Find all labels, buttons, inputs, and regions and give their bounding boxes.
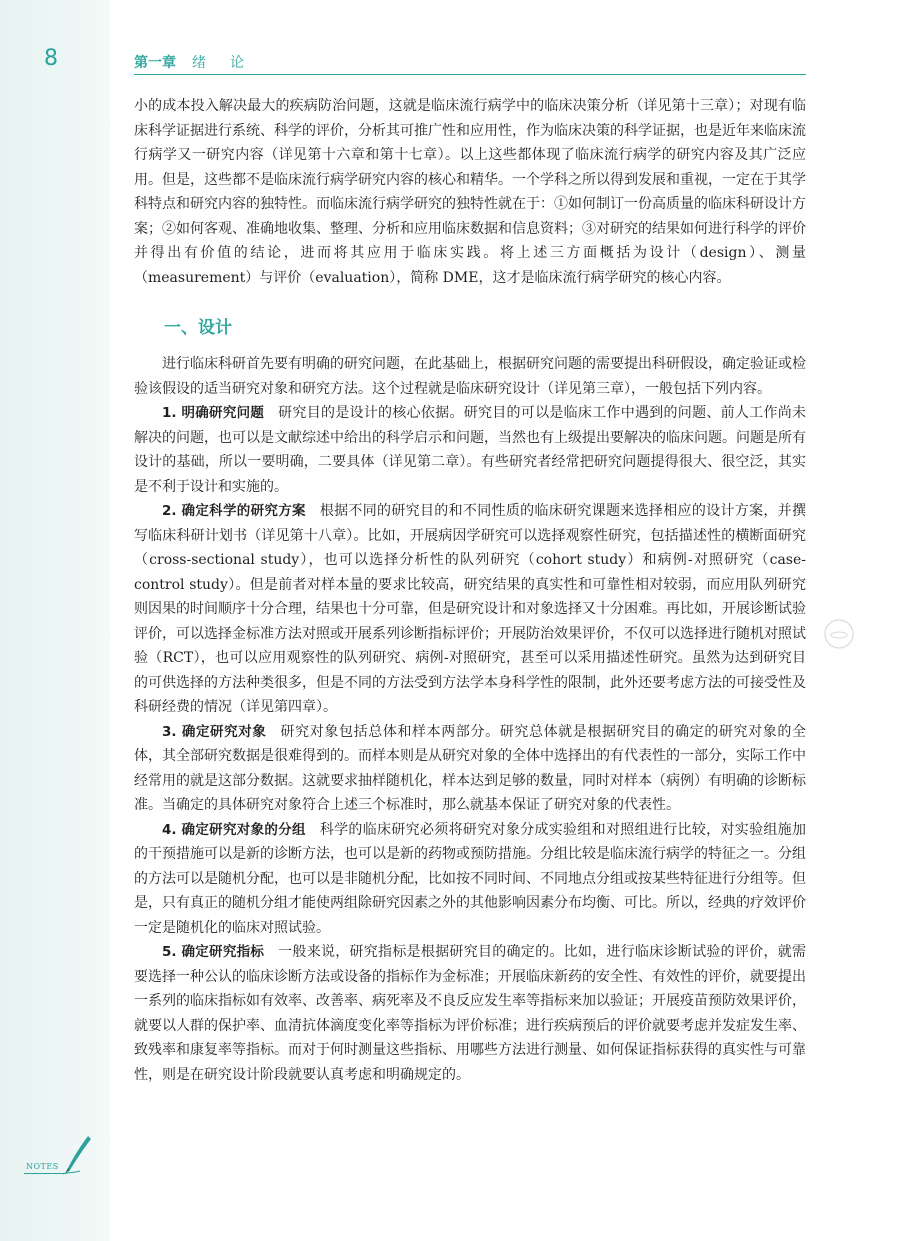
body-text [134, 94, 806, 1087]
item-body: 研究对象包括总体和样本两部分。研究总体就是根据研究目的确定的研究对象的全体，其全部研究数据是很难得到的。而样本则是从研究对象的全体中选择出的有代表性的一部分，实际工作中经常用的就是这部分数据。这就要求抽样随机化，样本达到足够的数量，同时对样本（病例）有明确的诊断标准。当确定的具体研究对象符合上述三个标准时，那么就基本保证了研究对象的代表性。 [134, 723, 807, 813]
list-item-research-plan [134, 499, 806, 720]
pen-icon [60, 1134, 94, 1176]
notes-marker [20, 1128, 100, 1178]
paragraph-continued: 小的成本投入解决最大的疾病防治问题，这就是临床流行病学中的临床决策分析（详见第十三章）；对现有临床科学证据进行系统、科学的评价，分析其可推广性和应用性，作为临床决策的科学证据，也是近年来临床流行病学又一研究内容（详见第十六章和第十七章）。以上这些都体现了临床流行病学的研究内容及其广泛应用。但是，这些都不是临床流行病学研究内容的核心和精华。一个学科之所以得到发展和重视，一定在于其学科特点和研究内容的独特性。而临床流行病学研究的独特性就在于：①如何制订一份高质量的临床科研设计方案；②如何客观、准确地收集、整理、分析和应用临床数据和信息资料；③对研究的结果如何进行科学的评价并得出有价值的结论，进而将其应用于临床实践。将上述三方面概括为设计（design）、测量（measurement）与评价（evaluation），简称 DME，这才是临床流行病学研究的核心内容。 [134, 98, 806, 286]
item-heading: 1. 明确研究问题 [162, 405, 265, 421]
list-item-indicators [134, 940, 806, 1087]
chapter-title: 绪论 [192, 55, 268, 71]
list-item-grouping [134, 818, 806, 941]
list-item-research-subjects [134, 720, 806, 818]
section-heading-design: 一、设计 [164, 318, 232, 338]
item-body: 研究目的是设计的核心依据。研究目的可以是临床工作中遇到的问题、前人工作尚未解决的问题，也可以是文献综述中给出的科学启示和问题，当然也有上级提出要解决的临床问题。问题是所有设计的基础，所以一要明确，二要具体（详见第二章）。有些研究者经常把研究问题提得很大、很空泛，其实是不利于设计和实施的。 [134, 405, 806, 495]
item-heading: 2. 确定科学的研究方案 [162, 503, 306, 519]
notes-label: NOTES [26, 1162, 59, 1171]
item-body: 根据不同的研究目的和不同性质的临床研究课题来选择相应的设计方案，并撰写临床科研计划书（详见第十八章）。比如，开展病因学研究可以选择观察性研究，包括描述性的横断面研究（cross-sectional study），也可以选择分析性的队列研究（cohort study）和病例-对照研究（case-control study）。但是前者对样本量的要求比较高，研究结果的真实性和可靠性相对较弱，而应用队列研究则因果的时间顺序十分合理，结果也十分可靠，但是研究设计和对象选择又十分困难。再比如，开展诊断试验评价，可以选择金标准方法对照或开展系列诊断指标评价；开展防治效果评价，不仅可以选择进行随机对照试验（RCT），也可以应用观察性的队列研究、病例-对照研究，甚至可以采用描述性研究。虽然为达到研究目的可供选择的方法种类很多，但是不同的方法受到方法学本身科学性的限制，此外还要考虑方法的可接受性及科研经费的情况（详见第四章）。 [134, 503, 806, 715]
item-heading: 5. 确定研究指标 [162, 944, 265, 960]
watermark-circle-icon [823, 618, 855, 650]
item-heading: 4. 确定研究对象的分组 [162, 821, 306, 838]
list-item-research-question [134, 401, 806, 499]
paragraph-intro: 进行临床科研首先要有明确的研究问题，在此基础上，根据研究问题的需要提出科研假设，确定验证或检验该假设的适当研究对象和研究方法。这个过程就是临床研究设计（详见第三章），一般包括下列内容。 [134, 356, 806, 397]
item-heading: 3. 确定研究对象 [162, 723, 267, 740]
running-header [134, 52, 806, 75]
chapter-label: 第一章 [134, 55, 176, 71]
item-body: 一般来说，研究指标是根据研究目的确定的。比如，进行临床诊断试验的评价，就需要选择一种公认的临床诊断方法或设备的指标作为金标准；开展临床新药的安全性、有效性的评价，就要提出一系列的临床指标如有效率、改善率、病死率及不良反应发生率等指标来加以验证；开展疫苗预防效果评价，就要以人群的保护率、血清抗体滴度变化率等指标为评价标准；进行疾病预后的评价就要考虑并发症发生率、致残率和康复率等指标。而对于何时测量这些指标、用哪些方法进行测量、如何保证指标获得的真实性与可靠性，则是在研究设计阶段就要认真考虑和明确规定的。 [134, 944, 806, 1083]
item-body: 科学的临床研究必须将研究对象分成实验组和对照组进行比较，对实验组施加的干预措施可以是新的诊断方法，也可以是新的药物或预防措施。分组比较是临床流行病学的特征之一。分组的方法可以是随机分配，也可以是非随机分配，比如按不同时间、不同地点分组或按某些特征进行分组等。但是，只有真正的随机分组才能使两组除研究因素之外的其他影响因素分布均衡、可比。所以，经典的疗效评价一定是随机化的临床对照试验。 [134, 821, 806, 936]
page-number: 8 [44, 46, 58, 71]
notes-sidebar [0, 0, 110, 1241]
